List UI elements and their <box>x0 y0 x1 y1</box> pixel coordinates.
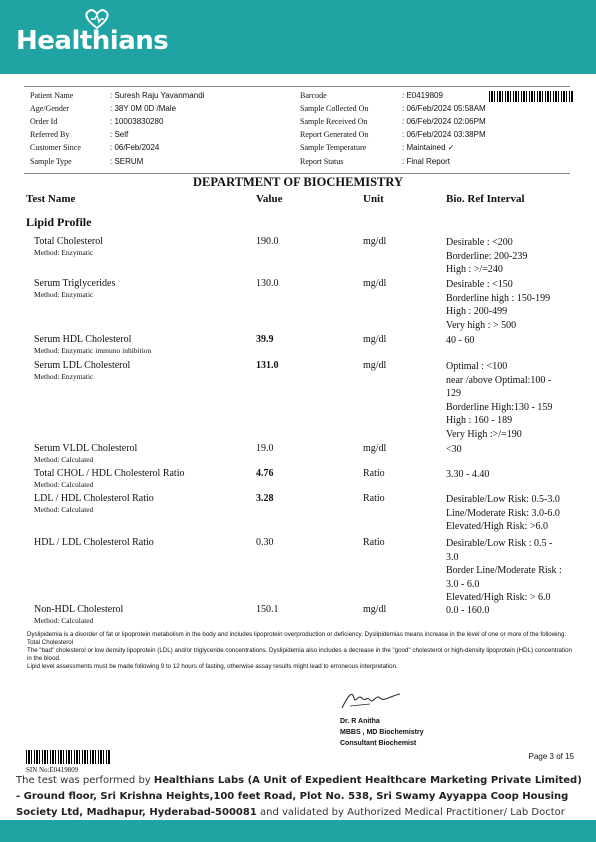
ref-line: High : 160 - 189 <box>446 415 513 427</box>
ref-line: Borderline High:130 - 159 <box>446 401 553 413</box>
info-value: : 06/Feb/2024 02:06PM <box>402 117 486 126</box>
test-name: HDL / LDL Cholesterol Ratio <box>34 537 154 548</box>
header-banner <box>0 0 596 74</box>
test-ref-interval <box>446 334 576 348</box>
test-ref-interval <box>446 360 576 442</box>
note-line: Total Cholesterol <box>27 639 74 646</box>
ref-line: 40 - 60 <box>446 335 475 346</box>
info-label: Age/Gender <box>30 104 70 113</box>
info-value: : 10003830280 <box>110 117 164 126</box>
footer-lab-info <box>16 773 586 821</box>
test-method: Method: Calculated <box>34 480 94 489</box>
test-value: 4.76 <box>256 468 274 479</box>
test-unit: Ratio <box>363 537 385 548</box>
signatory-degree: MBBS , MD Biochemistry <box>340 729 424 736</box>
ref-line: Desirable : <150 <box>446 279 513 290</box>
test-name: Non-HDL Cholesterol <box>34 604 124 615</box>
info-value: : 06/Feb/2024 <box>110 143 160 152</box>
test-unit: Ratio <box>363 493 385 504</box>
header-value: Value <box>256 193 283 205</box>
notes <box>27 631 572 671</box>
info-row <box>24 117 570 130</box>
header-ref: Bio. Ref Interval <box>446 193 525 205</box>
test-unit: mg/dl <box>363 360 387 371</box>
test-method: Method: Calculated <box>34 505 94 514</box>
ref-line: near /above Optimal:100 - <box>446 374 552 386</box>
signatory-name: Dr. R Anitha <box>340 718 380 725</box>
ref-line: Very High :>/=190 <box>446 428 522 440</box>
info-value: : E0419809 <box>402 91 443 100</box>
test-name: Serum HDL Cholesterol <box>34 334 132 345</box>
info-label: Customer Since <box>30 143 81 152</box>
patient-info-panel <box>24 86 570 174</box>
bottom-banner <box>0 820 596 842</box>
ref-line: <30 <box>446 444 462 455</box>
test-unit: mg/dl <box>363 278 387 289</box>
heart-logo-icon <box>82 8 112 30</box>
section-title: Lipid Profile <box>26 215 92 229</box>
page-number: Page 3 of 15 <box>528 752 574 761</box>
info-label: Order Id <box>30 117 58 126</box>
test-method: Method: Enzymatic <box>34 248 94 257</box>
ref-line: Borderline high : 150-199 <box>446 292 551 304</box>
ref-line: 3.0 - 6.0 <box>446 578 480 590</box>
info-row <box>24 104 570 117</box>
barcode-image <box>489 91 573 102</box>
test-unit: mg/dl <box>363 236 387 247</box>
note-line: Dyslipidemia is a disorder of fat or lipoprotein metabolism in the body and includes lipoprotein overproduction or deficiency. Dyslipidemias means increase in the level of one or more of the following: <box>27 631 567 638</box>
test-unit: mg/dl <box>363 334 387 345</box>
test-name: LDL / HDL Cholesterol Ratio <box>34 493 154 504</box>
department-title: DEPARTMENT OF BIOCHEMISTRY <box>192 175 404 189</box>
sin-number: SIN No:E0419809 <box>26 766 79 774</box>
test-name: Serum Triglycerides <box>34 278 116 289</box>
info-value: : Maintained ✓ <box>402 143 455 152</box>
info-value: : Final Report <box>402 157 451 166</box>
test-ref-interval <box>446 468 576 482</box>
test-value: 131.0 <box>256 360 279 371</box>
info-value: : 06/Feb/2024 03:38PM <box>402 130 486 139</box>
info-value: : Suresh Raju Yavanmandi <box>110 91 205 100</box>
info-value: : 38Y 0M 0D /Male <box>110 104 177 113</box>
test-ref-interval <box>446 443 576 457</box>
header-test-name: Test Name <box>26 193 76 205</box>
info-value: : 06/Feb/2024 05:58AM <box>402 104 486 113</box>
test-name: Serum LDL Cholesterol <box>34 360 131 371</box>
info-label: Report Generated On <box>300 130 369 139</box>
info-label: Sample Temperature <box>300 143 367 152</box>
ref-line: 3.30 - 4.40 <box>446 469 490 480</box>
ref-line: Elevated/High Risk: >6.0 <box>446 521 549 533</box>
test-ref-interval <box>446 236 576 277</box>
footer-prefix: The test was performed by <box>16 775 154 786</box>
header-unit: Unit <box>363 193 384 205</box>
ref-line: 0.0 - 160.0 <box>446 605 490 616</box>
info-label: Sample Collected On <box>300 104 369 113</box>
test-ref-interval <box>446 493 576 534</box>
note-line: The "bad" cholesterol or low density lipoprotein (LDL) and/or triglyceride concentrations. Dyslipidemia also includes a decrease in the "good" cholesterol or high-density lipoprotein (HDL) concentration in the blood. <box>27 647 572 662</box>
test-value: 150.1 <box>256 604 279 615</box>
test-value: 190.0 <box>256 236 279 247</box>
signatory-block <box>340 716 424 749</box>
ref-line: Very high : > 500 <box>446 319 517 331</box>
test-method: Method: Enzymatic <box>34 372 94 381</box>
info-label: Referred By <box>30 130 70 139</box>
test-method: Method: Enzymatic immuno inhibition <box>34 346 152 355</box>
test-ref-interval <box>446 278 576 332</box>
info-row <box>24 157 570 170</box>
test-unit: Ratio <box>363 468 385 479</box>
ref-line: 3.0 <box>446 551 459 563</box>
test-name: Serum VLDL Cholesterol <box>34 443 138 454</box>
test-value: 39.9 <box>256 334 274 345</box>
signature-image <box>340 686 404 712</box>
info-label: Barcode <box>300 91 327 100</box>
info-value: : Self <box>110 130 129 139</box>
test-ref-interval <box>446 604 576 618</box>
test-ref-interval <box>446 537 576 605</box>
info-row <box>24 143 570 156</box>
ref-line: High : 200-499 <box>446 306 508 318</box>
ref-line: High : >/=240 <box>446 264 503 276</box>
ref-line: Border Line/Moderate Risk : <box>446 565 562 577</box>
info-row <box>24 130 570 143</box>
info-label: Patient Name <box>30 91 74 100</box>
footer-suffix: and validated by Authorized Medical Practitioner/ Lab Doctor <box>256 807 565 818</box>
test-unit: mg/dl <box>363 443 387 454</box>
ref-line: Desirable/Low Risk : 0.5 - <box>446 538 553 549</box>
test-value: 3.28 <box>256 493 274 504</box>
ref-line: Line/Moderate Risk: 3.0-6.0 <box>446 507 560 519</box>
note-line: Lipid level assessments must be made following 9 to 12 hours of fasting, otherwise assay results might lead to erroneous interpretation. <box>27 663 398 670</box>
test-name: Total CHOL / HDL Cholesterol Ratio <box>34 468 185 479</box>
info-label: Report Status <box>300 157 344 166</box>
signatory-title: Consultant Biochemist <box>340 740 417 747</box>
test-method: Method: Calculated <box>34 616 94 625</box>
test-value: 19.0 <box>256 443 274 454</box>
ref-line: Elevated/High Risk: > 6.0 <box>446 592 551 604</box>
test-method: Method: Enzymatic <box>34 290 94 299</box>
ref-line: Borderline: 200-239 <box>446 250 528 262</box>
ref-line: Optimal : <100 <box>446 361 508 372</box>
test-value: 0.30 <box>256 537 274 548</box>
test-method: Method: Calculated <box>34 455 94 464</box>
footer-lab: Healthians Labs (A Unit of Expedient Healthcare Marketing Private Limited) - Ground floor, Sri Krishna Heights,100 feet Road, Plot No. 538, Sri Swamy Ayyappa Coop Housing Society Ltd, Madhapur, Hyderabad-500081 <box>16 775 582 818</box>
brand-logo: Healthians <box>16 26 169 56</box>
ref-line: 129 <box>446 388 461 400</box>
ref-line: Desirable/Low Risk: 0.5-3.0 <box>446 494 560 505</box>
test-value: 130.0 <box>256 278 279 289</box>
test-name: Total Cholesterol <box>34 236 104 247</box>
test-unit: mg/dl <box>363 604 387 615</box>
info-label: Sample Received On <box>300 117 368 126</box>
sin-barcode <box>26 750 110 764</box>
info-value: : SERUM <box>110 157 144 166</box>
info-label: Sample Type <box>30 157 72 166</box>
ref-line: Desirable : <200 <box>446 237 513 248</box>
